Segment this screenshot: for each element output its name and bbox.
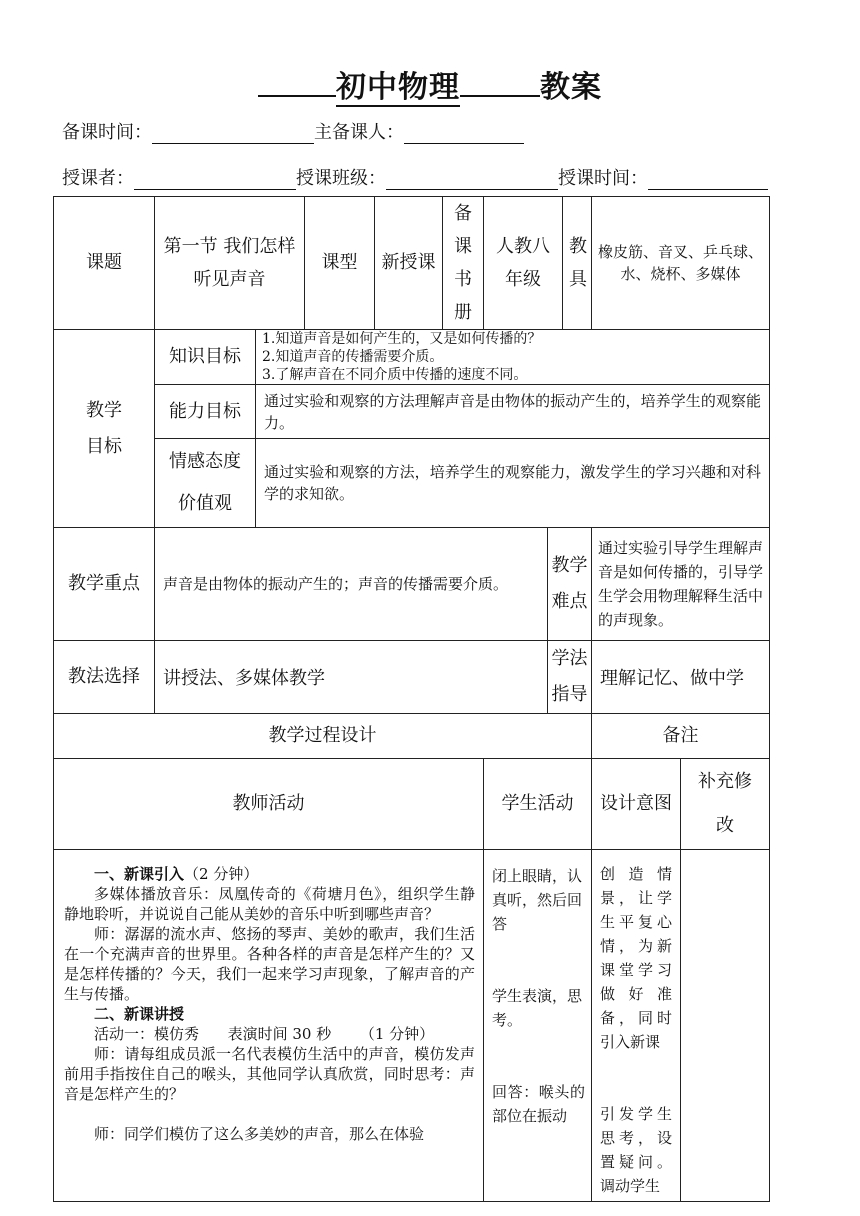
knowledge-label: 知识目标 xyxy=(155,330,256,385)
process-columns-row xyxy=(54,759,770,850)
prep-time-field[interactable] xyxy=(152,123,314,144)
methods-row xyxy=(54,641,770,714)
title-blank-right xyxy=(460,95,540,97)
book-label: 备课书册 xyxy=(443,197,484,330)
intent-item: 创造情景，让学生平复心情，为新课堂学习做好准备，同时引入新课 xyxy=(600,865,673,1051)
teacher-paragraph: 师：请每组成员派一名代表模仿生活中的声音，模仿发声前用手指按住自己的喉头，其他同学认真欣赏，同时思考：声音是怎样产生的？ xyxy=(64,1045,476,1103)
process-header-row xyxy=(54,714,770,759)
difficulty-text: 通过实验引导学生理解声音是如何传播的，引导学生学会用物理解释生活中的声现象。 xyxy=(592,528,770,641)
meta-line-1 xyxy=(62,118,524,144)
teacher-paragraph: 多媒体播放音乐：凤凰传奇的《荷塘月色》，组织学生静静地聆听，并说说自己能从美妙的音乐中听到哪些声音？ xyxy=(64,885,476,923)
objectives-label: 教学目标 xyxy=(54,330,155,528)
topic-value: 第一节 我们怎样听见声音 xyxy=(155,197,305,330)
supplement-header: 补充修改 xyxy=(681,759,770,850)
student-activity-cell xyxy=(484,850,592,1202)
teach-method-label: 教法选择 xyxy=(54,641,155,714)
meta-line-2 xyxy=(62,164,768,190)
process-body-row xyxy=(54,850,770,1202)
class-label: 授课班级： xyxy=(296,168,386,189)
design-intent-cell xyxy=(592,850,681,1202)
learn-method-value: 理解记忆、做中学 xyxy=(592,641,770,714)
topic-label: 课题 xyxy=(54,197,155,330)
emotion-text: 通过实验和观察的方法，培养学生的观察能力，激发学生的学习兴趣和对科学的求知欲。 xyxy=(256,439,770,528)
tools-value: 橡皮筋、音叉、乒乓球、水、烧杯、多媒体 xyxy=(592,197,770,330)
type-value: 新授课 xyxy=(375,197,443,330)
key-point-label: 教学重点 xyxy=(54,528,155,641)
student-activity-header: 学生活动 xyxy=(484,759,592,850)
learn-method-label: 学法指导 xyxy=(548,641,592,714)
teacher-paragraph: 师：潺潺的流水声、悠扬的琴声、美妙的歌声，我们生活在一个充满声音的世界里。各种各样的声音是怎样产生的？又是怎样传播的？今天，我们一起来学习声现象，了解声音的产生与传播。 xyxy=(64,925,476,1003)
focus-row xyxy=(54,528,770,641)
teacher-paragraph: 二、新课讲授 xyxy=(94,1005,185,1023)
supplement-cell[interactable] xyxy=(681,850,770,1202)
lesson-time-field[interactable] xyxy=(648,169,768,190)
teacher-paragraph: 一、新课引入（2 分钟） xyxy=(94,865,259,883)
difficulty-label: 教学难点 xyxy=(548,528,592,641)
page-title xyxy=(0,62,860,107)
remarks-label: 备注 xyxy=(592,714,770,759)
book-value: 人教八年级 xyxy=(484,197,563,330)
process-design-label: 教学过程设计 xyxy=(54,714,592,759)
lesson-time-label: 授课时间： xyxy=(558,168,648,189)
student-item: 回答：喉头的部位在振动 xyxy=(492,1083,586,1125)
class-field[interactable] xyxy=(386,169,558,190)
title-blank-left xyxy=(258,95,336,97)
ability-label: 能力目标 xyxy=(155,385,256,439)
main-preparer-field[interactable] xyxy=(404,123,524,144)
design-intent-header: 设计意图 xyxy=(592,759,681,850)
knowledge-text: 1.知道声音是如何产生的，又是如何传播的？ 2.知道声音的传播需要介质。 3.了解声音在不同介质中传播的速度不同。 xyxy=(256,330,770,385)
student-item: 闭上眼睛，认真听，然后回答 xyxy=(492,867,583,933)
title-suffix: 教案 xyxy=(540,70,602,105)
ability-row xyxy=(54,385,770,439)
teacher-paragraph: 师：同学们模仿了这么多美妙的声音，那么在体验 xyxy=(94,1125,425,1143)
teacher-field[interactable] xyxy=(134,169,296,190)
student-item: 学生表演，思考。 xyxy=(492,987,583,1029)
key-point-text: 声音是由物体的振动产生的；声音的传播需要介质。 xyxy=(155,528,548,641)
lesson-plan-table xyxy=(53,196,770,1202)
topic-row xyxy=(54,197,770,330)
prep-time-label: 备课时间： xyxy=(62,122,152,143)
intent-item: 引发学生思考，设置疑问。调动学生 xyxy=(600,1105,673,1195)
emotion-label: 情感态度价值观 xyxy=(155,439,256,528)
type-label: 课型 xyxy=(305,197,375,330)
tools-label: 教具 xyxy=(563,197,592,330)
emotion-row xyxy=(54,439,770,528)
main-preparer-label: 主备课人： xyxy=(314,122,404,143)
teacher-label: 授课者： xyxy=(62,168,134,189)
teacher-activity-cell xyxy=(54,850,484,1202)
teacher-paragraph: 活动一：模仿秀 表演时间 30 秒 （1 分钟） xyxy=(94,1025,435,1043)
teacher-activity-header: 教师活动 xyxy=(54,759,484,850)
ability-text: 通过实验和观察的方法理解声音是由物体的振动产生的，培养学生的观察能力。 xyxy=(256,385,770,439)
teach-method-value: 讲授法、多媒体教学 xyxy=(155,641,548,714)
knowledge-row xyxy=(54,330,770,385)
title-subject: 初中物理 xyxy=(336,70,460,105)
